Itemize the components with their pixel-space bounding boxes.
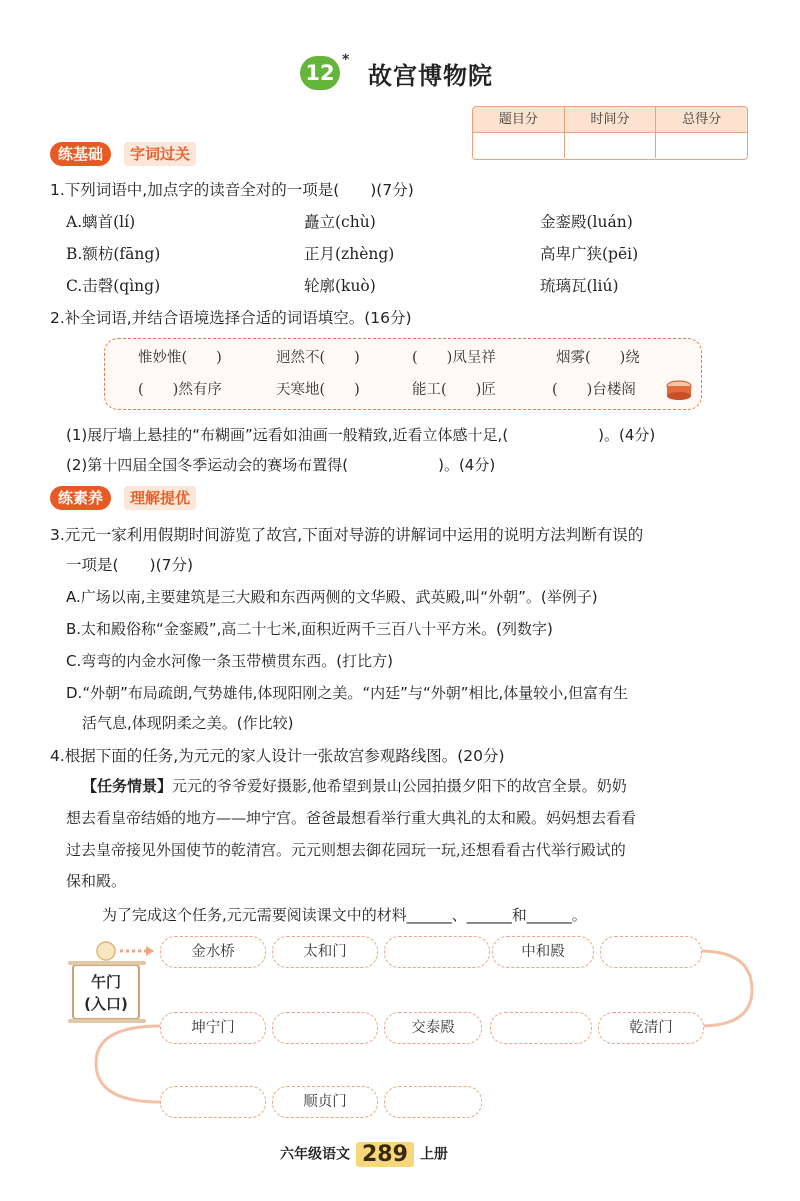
section-basic-subtitle: 字词过关 bbox=[124, 142, 196, 166]
task-label: 【任务情景】 bbox=[82, 777, 173, 795]
score-table-header bbox=[473, 107, 747, 133]
page-footer bbox=[280, 1142, 448, 1167]
page-number: 289 bbox=[356, 1142, 414, 1167]
route-stop-kunning-gate[interactable]: 坤宁门 bbox=[160, 1012, 266, 1044]
word-blank[interactable]: ( )凤呈祥 bbox=[412, 350, 496, 366]
q1-option: 高卑广狭(pēi) bbox=[540, 245, 639, 263]
gate-name: 午门 bbox=[90, 973, 121, 991]
word-blank[interactable]: ( )台楼阁 bbox=[552, 382, 636, 398]
section-quality-badge: 练素养 bbox=[50, 486, 111, 510]
question-3-stem-cont: 一项是( )(7分) bbox=[66, 556, 194, 574]
q3-option-d: D.“外朝”布局疏朗,气势雄伟,体现阳刚之美。“内廷”与“外朝”相比,体量较小,但富有生 bbox=[66, 684, 629, 702]
word-blank[interactable]: 烟雾( )绕 bbox=[556, 350, 640, 366]
section-basic-badge: 练基础 bbox=[50, 142, 111, 166]
q1-option: B.额枋(fāng) bbox=[66, 245, 161, 263]
q3-option-d-cont: 活气息,体现阴柔之美。(作比较) bbox=[82, 714, 294, 732]
task-line-3: 过去皇帝接见外国使节的乾清宫。元元则想去御花园玩一玩,还想看看古代举行殿试的 bbox=[66, 841, 626, 859]
question-1-stem: 1.下列词语中,加点字的读音全对的一项是( )(7分) bbox=[50, 181, 414, 199]
footer-grade: 六年级语文 bbox=[280, 1146, 350, 1163]
q1-option: 琉璃瓦(liú) bbox=[540, 277, 619, 295]
score-table bbox=[472, 106, 748, 160]
score-header-cell: 时间分 bbox=[565, 107, 657, 132]
route-stop-blank[interactable] bbox=[272, 1012, 378, 1044]
q1-option: 矗立(chù) bbox=[304, 213, 376, 231]
word-blank[interactable]: 天寒地( ) bbox=[276, 382, 360, 398]
word-blank[interactable]: ( )然有序 bbox=[138, 382, 222, 398]
gate-entrance-label: (入口) bbox=[84, 995, 128, 1013]
question-2-stem: 2.补全词语,并结合语境选择合适的词语填空。(16分) bbox=[50, 309, 412, 327]
task-line-1: 元元的爷爷爱好摄影,他希望到景山公园拍摄夕阳下的故宫全景。奶奶 bbox=[172, 777, 627, 795]
route-stop-taihe-gate[interactable]: 太和门 bbox=[272, 936, 378, 968]
route-stop-zhonghe-hall[interactable]: 中和殿 bbox=[492, 936, 594, 968]
score-header-cell: 总得分 bbox=[682, 112, 722, 127]
score-input-cell[interactable] bbox=[565, 133, 657, 158]
score-header-cell: 题目分 bbox=[473, 107, 565, 132]
q1-option: C.击磬(qìng) bbox=[66, 277, 161, 295]
score-table-body bbox=[473, 133, 747, 158]
word-blank[interactable]: 惟妙惟( ) bbox=[138, 350, 222, 366]
route-stop-qianqing-gate[interactable]: 乾清门 bbox=[598, 1012, 704, 1044]
word-blank[interactable]: 能工( )匠 bbox=[412, 382, 496, 398]
q1-option: 正月(zhèng) bbox=[304, 245, 395, 263]
footer-volume: 上册 bbox=[419, 1146, 448, 1163]
lesson-number-badge: 12 bbox=[300, 56, 340, 90]
q2-subquestion-1: (1)展厅墙上悬挂的“布糊画”远看如油画一般精致,近看立体感十足,( )。(4分) bbox=[66, 426, 656, 444]
question-4-stem: 4.根据下面的任务,为元元的家人设计一张故宫参观路线图。(20分) bbox=[50, 747, 505, 765]
q1-option: A.螭首(lí) bbox=[66, 213, 136, 231]
drum-icon bbox=[664, 378, 694, 402]
route-stop-jinshui-bridge[interactable]: 金水桥 bbox=[160, 936, 266, 968]
route-stop-blank[interactable] bbox=[384, 1086, 482, 1118]
route-stop-blank[interactable] bbox=[600, 936, 702, 968]
q3-option-c: C.弯弯的内金水河像一条玉带横贯东西。(打比方) bbox=[66, 652, 393, 670]
route-stop-jiaotai-hall[interactable]: 交泰殿 bbox=[384, 1012, 482, 1044]
route-stop-blank[interactable] bbox=[490, 1012, 592, 1044]
q1-option: 金銮殿(luán) bbox=[540, 213, 633, 231]
word-blank[interactable]: 迥然不( ) bbox=[276, 350, 360, 366]
task-line-4: 保和殿。 bbox=[66, 872, 127, 890]
route-stop-blank[interactable] bbox=[160, 1086, 266, 1118]
wumen-entrance-card bbox=[72, 964, 140, 1020]
q3-option-a: A.广场以南,主要建筑是三大殿和东西两侧的文华殿、武英殿,叫“外朝”。(举例子) bbox=[66, 588, 598, 606]
task-line-2: 想去看皇帝结婚的地方——坤宁宫。爸爸最想看举行重大典礼的太和殿。妈妈想去看看 bbox=[66, 809, 637, 827]
q1-option: 轮廓(kuò) bbox=[304, 277, 376, 295]
score-input-cell[interactable] bbox=[473, 133, 565, 158]
score-input-cell[interactable] bbox=[656, 133, 747, 158]
question-3-stem: 3.元元一家利用假期时间游览了故宫,下面对导游的讲解词中运用的说明方法判断有误的 bbox=[50, 526, 644, 544]
section-quality-subtitle: 理解提优 bbox=[124, 486, 196, 510]
route-stop-blank[interactable] bbox=[384, 936, 490, 968]
task-context bbox=[82, 771, 627, 801]
lesson-star: * bbox=[342, 52, 350, 68]
q2-subquestion-2: (2)第十四届全国冬季运动会的赛场布置得( )。(4分) bbox=[66, 456, 496, 474]
route-stop-shunzhen-gate[interactable]: 顺贞门 bbox=[272, 1086, 378, 1118]
page-title: 故宫博物院 bbox=[368, 61, 493, 90]
material-fill-line: 为了完成这个任务,元元需要阅读课文中的材料______、______和______。 bbox=[102, 906, 587, 924]
q3-option-b: B.太和殿俗称“金銮殿”,高二十七米,面积近两千三百八十平方米。(列数字) bbox=[66, 620, 553, 638]
